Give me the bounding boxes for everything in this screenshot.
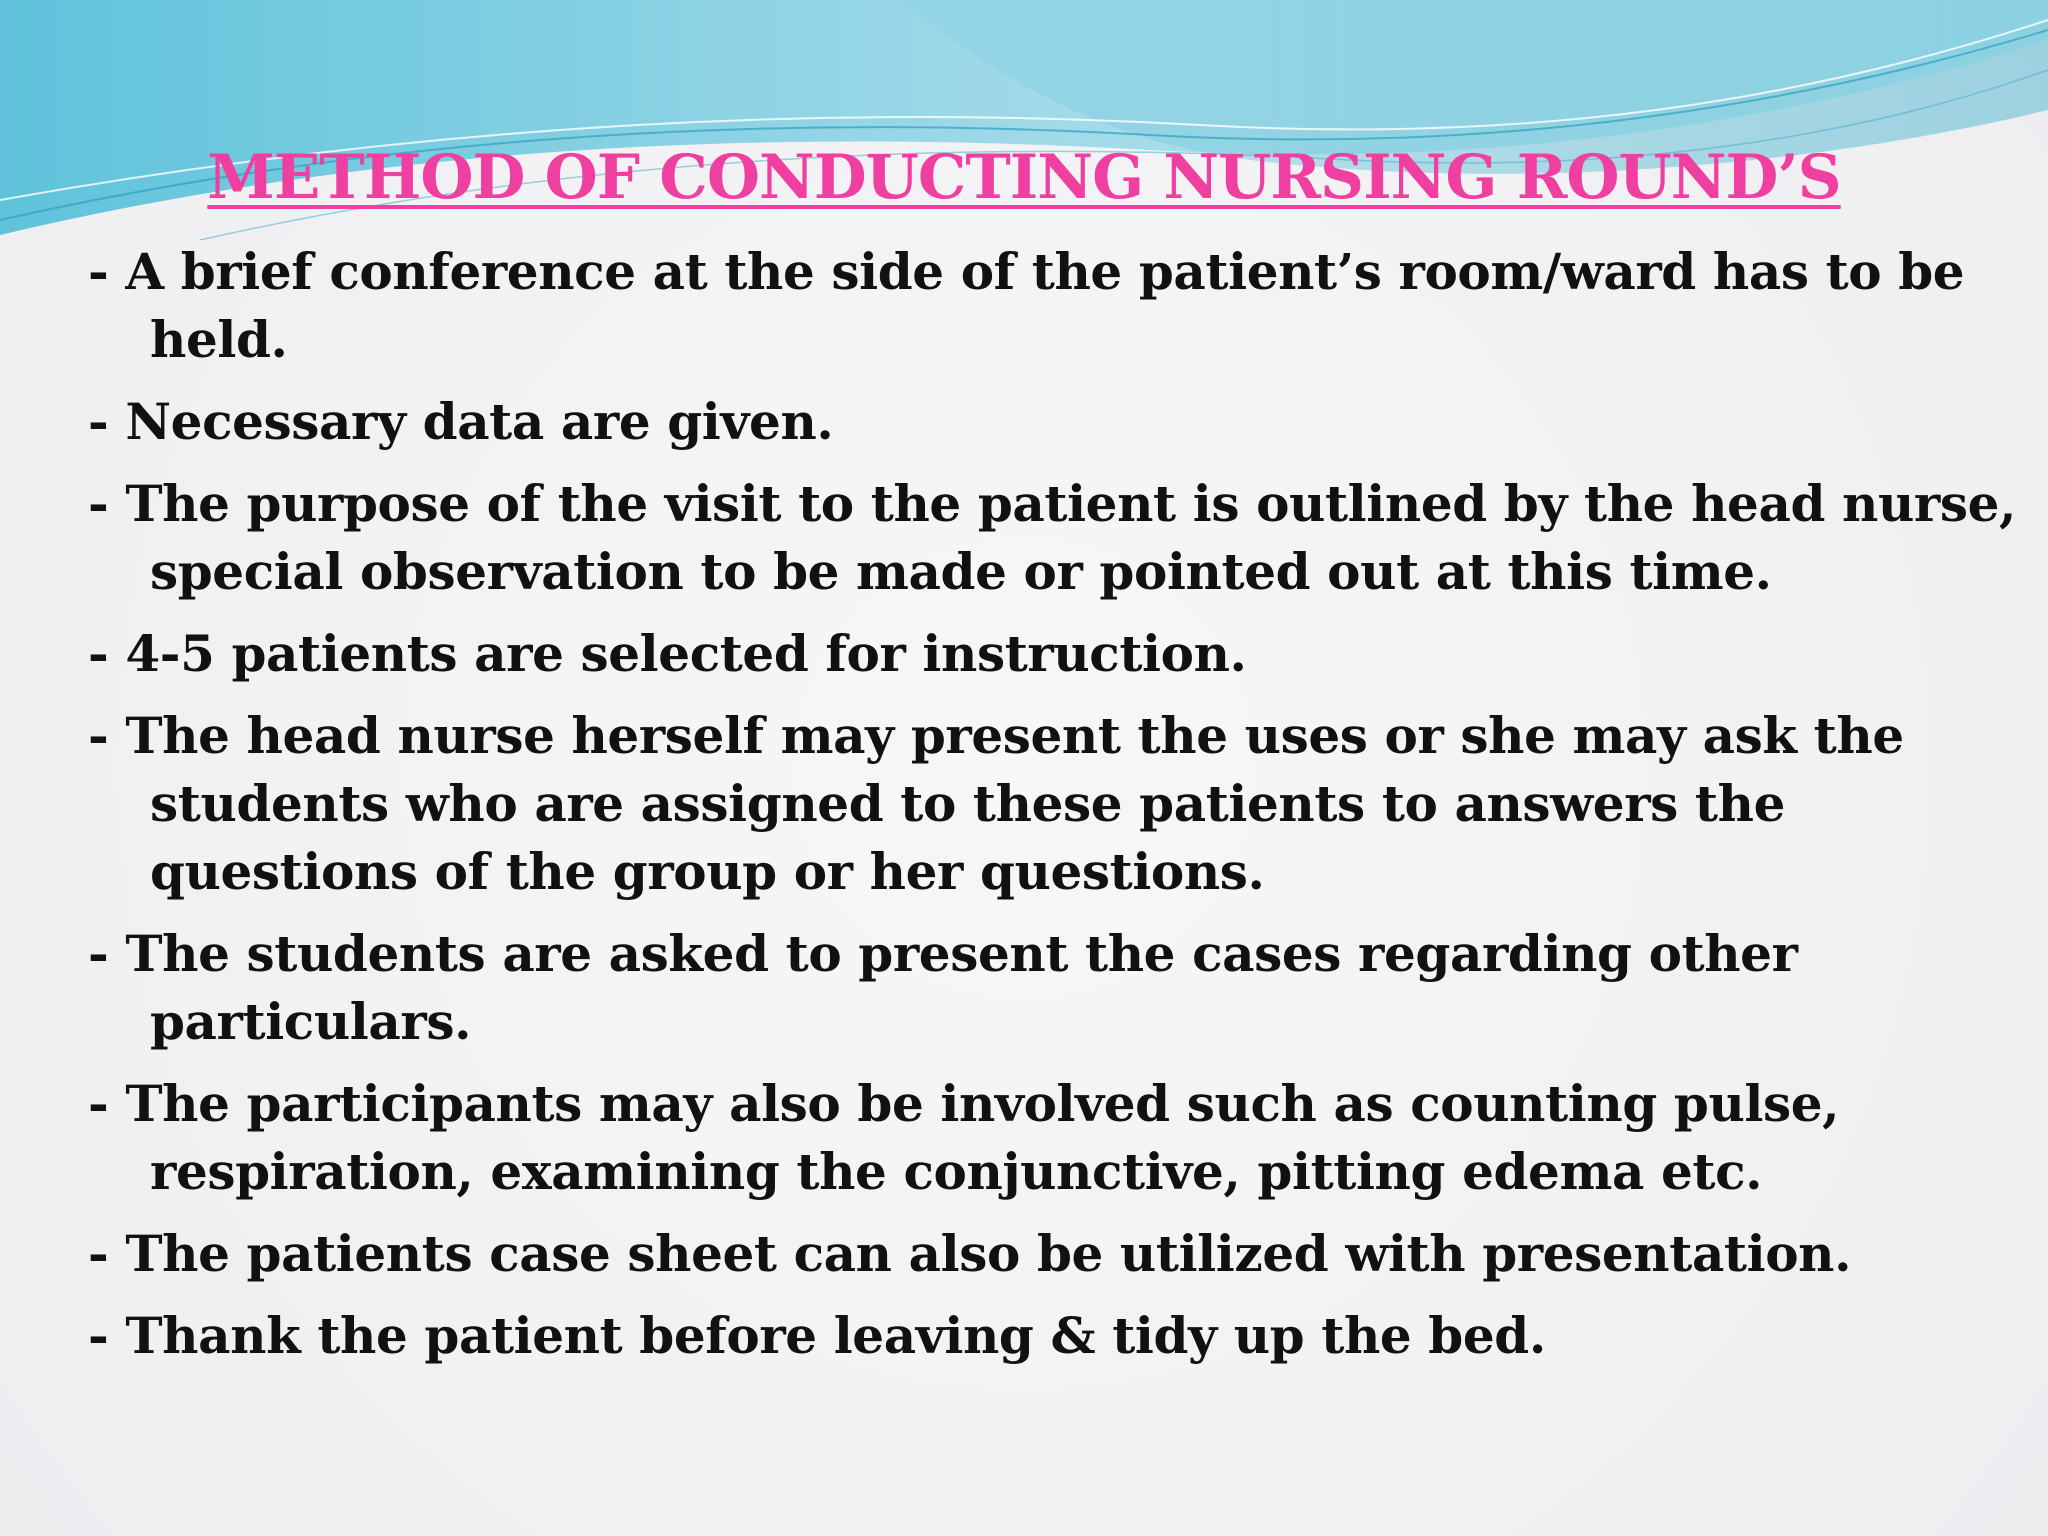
bullet-item: - The students are asked to present the cases regarding other particulars. <box>88 924 1798 1051</box>
slide-title: METHOD OF CONDUCTING NURSING ROUND’S <box>207 142 1841 213</box>
bullet-item: - The purpose of the visit to the patient is outlined by the head nurse, special observation to be made or pointed out at this time. <box>88 474 2017 601</box>
bullet-item: - The head nurse herself may present the uses or she may ask the students who are assigned to these patients to answers the questions of the group or her questions. <box>88 706 1904 901</box>
bullet-item: - 4-5 patients are selected for instruction. <box>88 624 1247 683</box>
bullet-list <box>88 238 2018 1384</box>
bullet-item: - Thank the patient before leaving & tidy up the bed. <box>88 1306 1546 1365</box>
bullet-item: - Necessary data are given. <box>88 392 834 451</box>
bullet-item: - The patients case sheet can also be utilized with presentation. <box>88 1224 1852 1283</box>
bullet-item: - A brief conference at the side of the patient’s room/ward has to be held. <box>88 242 1965 369</box>
bullet-item: - The participants may also be involved such as counting pulse, respiration, examining the conjunctive, pitting edema etc. <box>88 1074 1840 1201</box>
